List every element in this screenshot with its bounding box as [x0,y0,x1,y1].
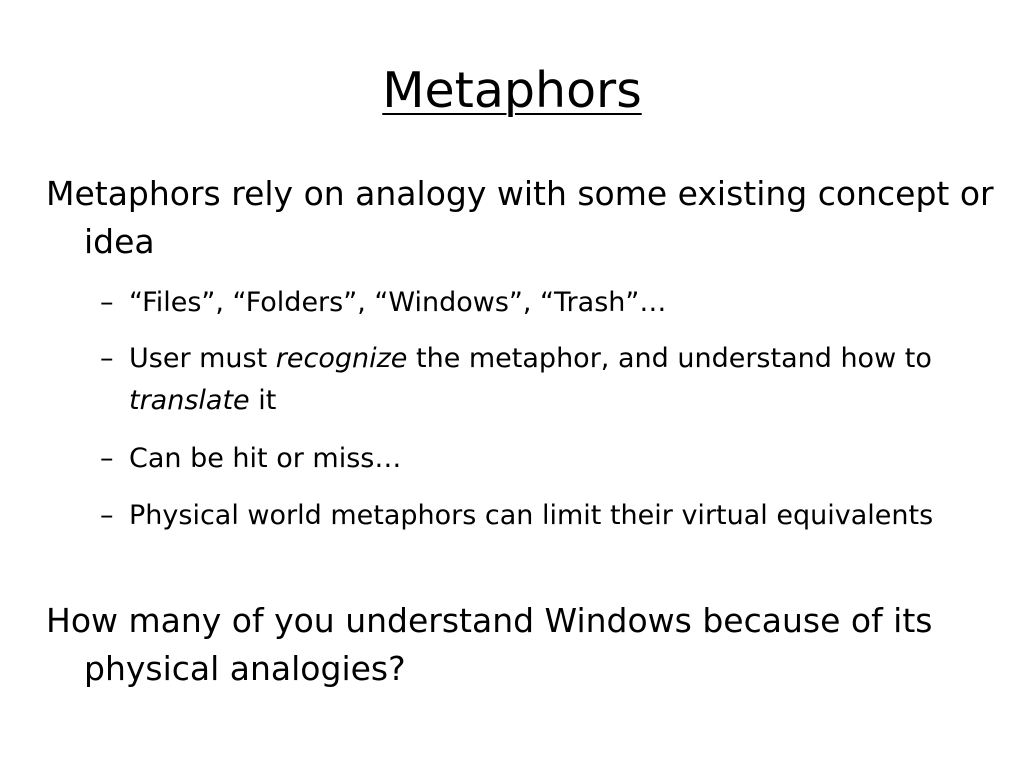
sub-bullet-files [100,282,1024,324]
dash-glyph: – [100,443,114,474]
sub-bullet-recognize [100,338,1024,422]
sub-bullet-recognize-text-1: User must [129,343,276,374]
sub-bullet-physical-world-text: Physical world metaphors can limit their virtual equivalents [129,500,934,531]
recognize-emphasis: recognize [275,343,408,374]
bullet-1: Metaphors rely on analogy with some existing concept or idea [46,174,994,261]
dash-glyph: – [100,500,114,531]
sub-bullet-recognize-text-3: it [249,385,277,416]
dash-glyph: – [100,343,114,374]
translate-emphasis: translate [129,385,250,416]
slide-title: Metaphors [382,62,642,119]
bullet-2: How many of you understand Windows because of its physical analogies? [46,601,933,688]
sub-bullet-files-text: “Files”, “Folders”, “Windows”, “Trash”… [129,287,667,318]
sub-bullet-hit-or-miss [100,438,1024,480]
sub-bullet-physical-world [100,495,1024,537]
sub-bullet-recognize-text-2: the metaphor, and understand how to [407,343,932,374]
dash-glyph: – [100,287,114,318]
sub-bullet-hit-or-miss-text: Can be hit or miss… [129,443,402,474]
